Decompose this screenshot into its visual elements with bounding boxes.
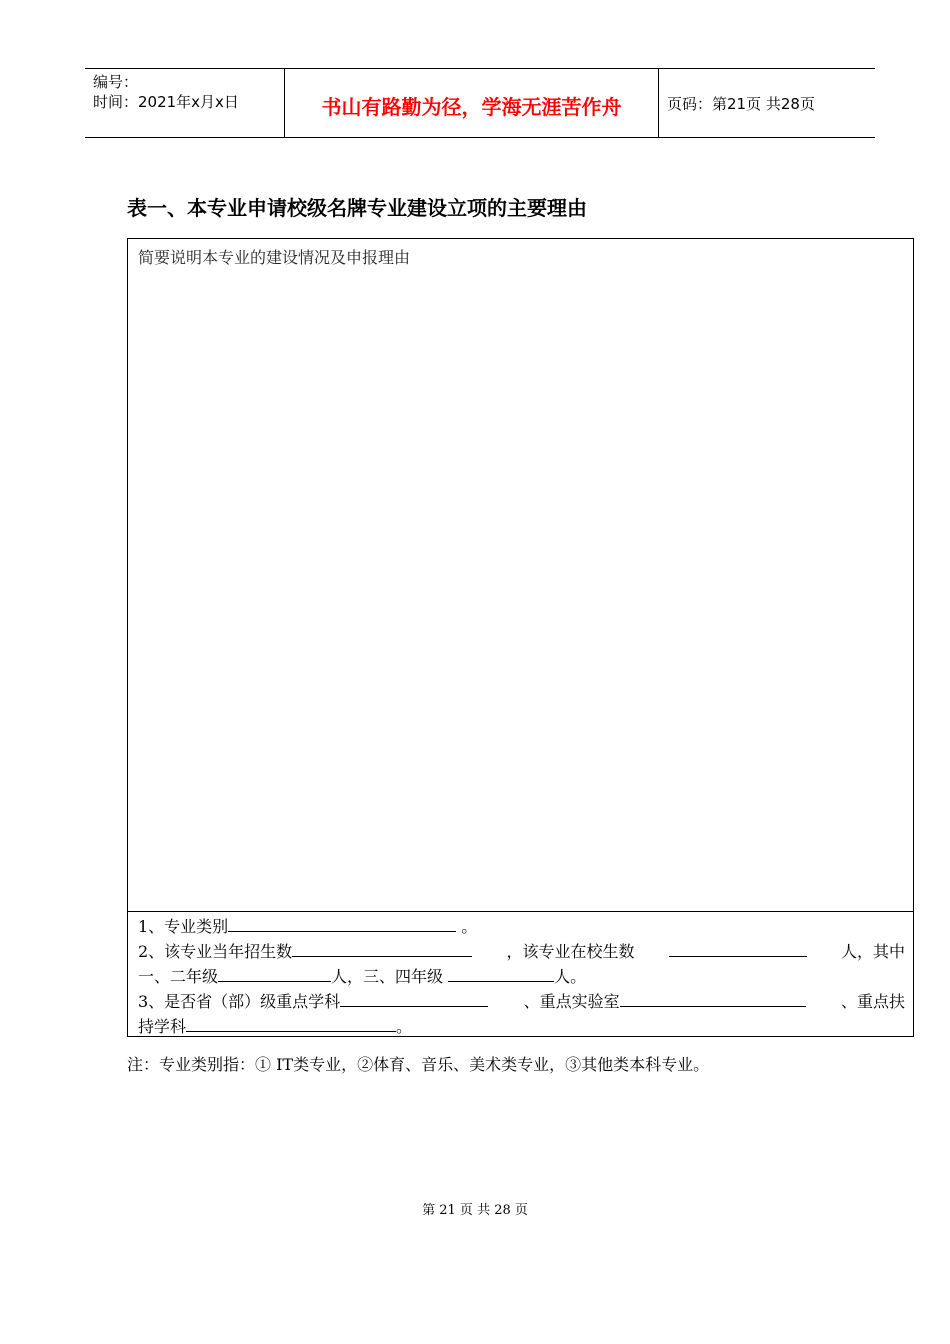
number-label: 编号： xyxy=(93,73,139,91)
info-line-2 xyxy=(138,939,905,961)
line2-end: 人，其中 xyxy=(840,942,905,961)
major-category-label: 1、专业类别 xyxy=(138,917,229,936)
grade34-blank[interactable] xyxy=(448,964,554,982)
table-title: 表一、本专业申请校级名牌专业建设立项的主要理由 xyxy=(127,196,587,220)
info-line-5 xyxy=(138,1014,905,1036)
page-info: 页码：第21页 共28页 xyxy=(667,95,815,113)
time-label: 时间：2021年x月x日 xyxy=(93,93,239,111)
document-header xyxy=(85,68,875,138)
enrollment-blank[interactable] xyxy=(292,939,472,957)
grade12-label: 一、二年级 xyxy=(138,967,219,986)
header-motto-cell xyxy=(285,69,659,137)
line3-end: 人。 xyxy=(554,967,587,986)
header-meta-cell xyxy=(85,69,285,137)
info-line-1 xyxy=(138,914,905,936)
major-category-blank[interactable] xyxy=(228,914,456,932)
line1-end: 。 xyxy=(456,917,478,936)
key-discipline-label: 3、是否省（部）级重点学科 xyxy=(138,992,341,1011)
grade12-blank[interactable] xyxy=(218,964,331,982)
info-cell xyxy=(128,912,913,1038)
enrollment-label: 2、该专业当年招生数 xyxy=(138,942,293,961)
students-label: ，该专业在校生数 xyxy=(506,942,635,961)
application-form-table xyxy=(127,238,914,1037)
page-footer: 第 21 页 共 28 页 xyxy=(422,1203,528,1218)
info-line-3 xyxy=(138,964,905,986)
key-lab-label: 、重点实验室 xyxy=(523,992,620,1011)
key-lab-blank[interactable] xyxy=(620,989,806,1007)
students-blank[interactable] xyxy=(669,939,807,957)
header-page-cell xyxy=(659,69,875,137)
description-label: 简要说明本专业的建设情况及申报理由 xyxy=(138,248,411,267)
info-line-4 xyxy=(138,989,905,1011)
line4-end: 、重点扶 xyxy=(840,992,905,1011)
description-cell[interactable] xyxy=(128,239,913,912)
grade34-label: 人，三、四年级 xyxy=(331,967,449,986)
motto-text: 书山有路勤为径，学海无涯苦作舟 xyxy=(321,95,622,119)
key-discipline-blank[interactable] xyxy=(340,989,488,1007)
supported-discipline-label: 持学科 xyxy=(138,1017,187,1036)
line5-end: 。 xyxy=(396,1017,413,1036)
category-note: 注：专业类别指：① IT类专业，②体育、音乐、美术类专业，③其他类本科专业。 xyxy=(127,1055,710,1074)
supported-discipline-blank[interactable] xyxy=(186,1014,396,1032)
